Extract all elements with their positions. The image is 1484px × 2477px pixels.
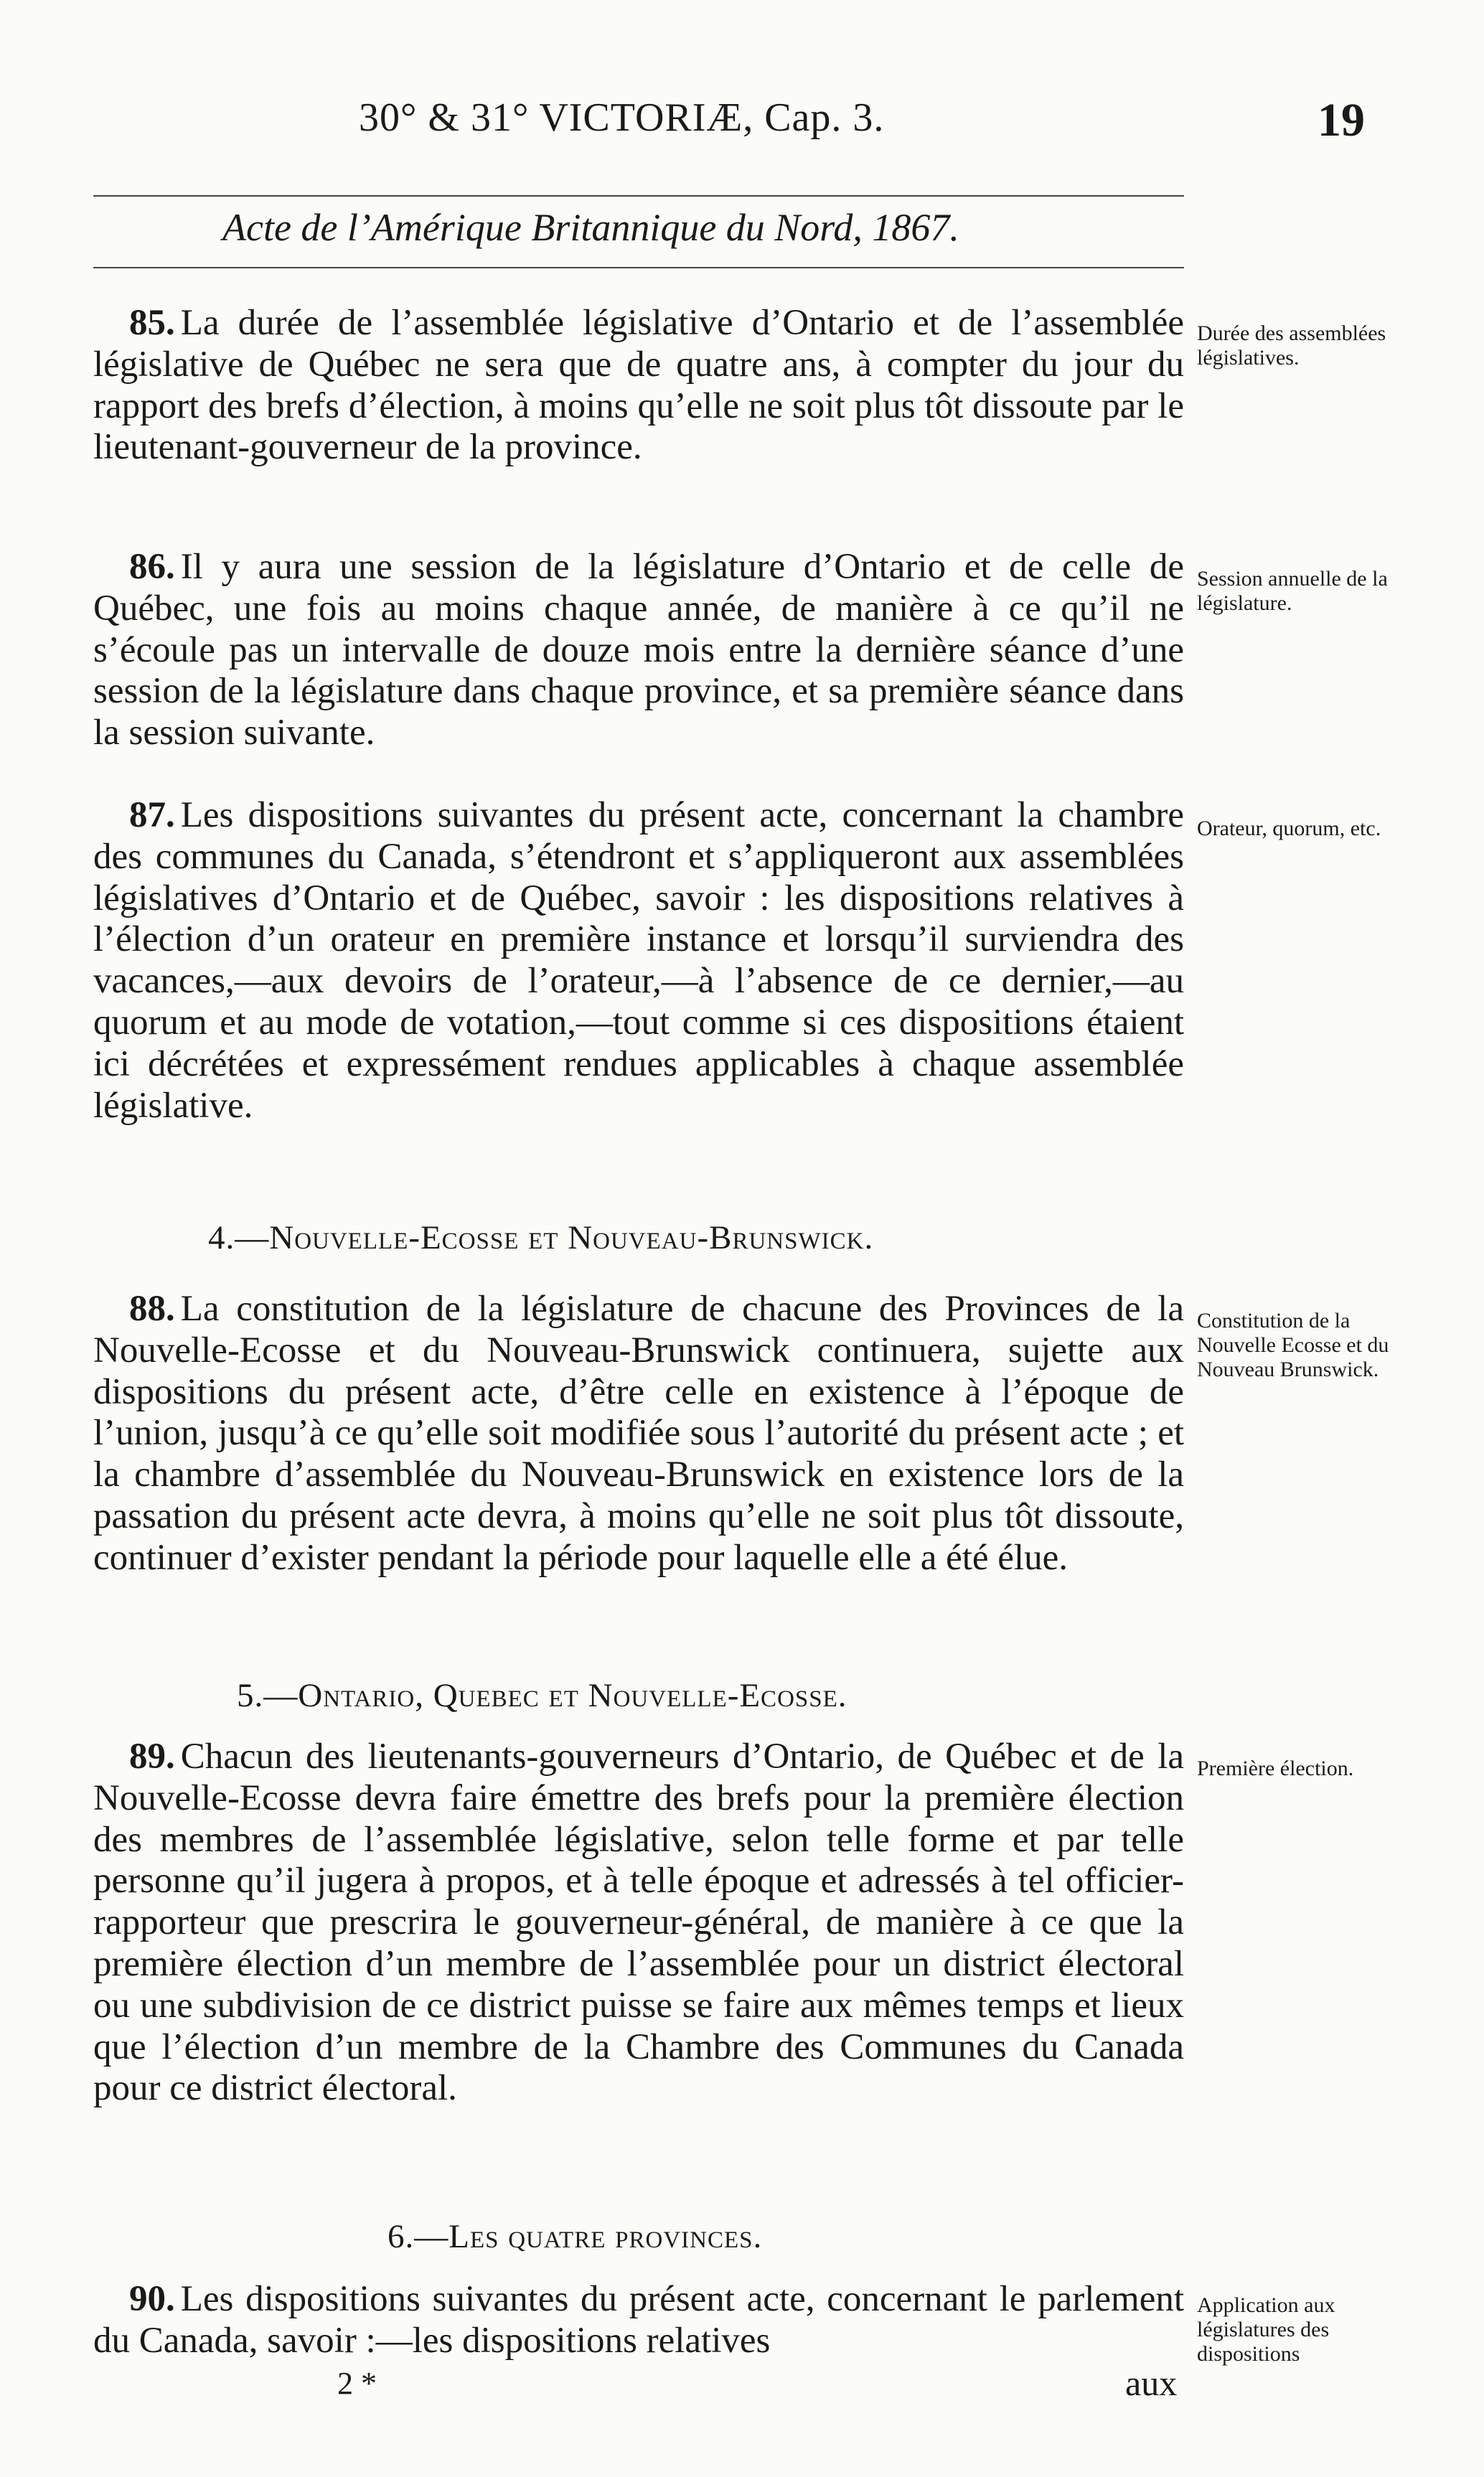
section-85 [93, 303, 1184, 469]
section-number: 89. [129, 1736, 175, 1777]
division-heading: 4.—Nouvelle-Ecosse et Nouveau-Brunswick. [208, 1219, 874, 1256]
section-number: 85. [129, 303, 175, 343]
page-number: 19 [1318, 94, 1365, 146]
division-heading: 6.—Les quatre provinces. [388, 2218, 763, 2255]
catchword: aux [1125, 2363, 1178, 2403]
marginal-note: Constitution de la Nouvelle Ecosse et du Nouveau Brunswick. [1197, 1309, 1389, 1381]
signature-mark: 2 * [337, 2366, 377, 2401]
section-number: 87. [129, 795, 175, 835]
section-text: Il y aura une session de la législature d’Ontario et de celle de Québec, une fois au moins chaque année, de manière à ce qu’il ne s’écoule pas un intervalle de douze mois entre la dernière séance d’une session de la législature dans chaque province, et sa première séance dans la session suivante. [93, 547, 1184, 753]
running-head: 30° & 31° VICTORIÆ, Cap. 3. [359, 95, 885, 140]
section-89 [93, 1736, 1184, 2110]
section-text: Les dispositions suivantes du présent acte, concernant la chambre des communes du Canada, s’étendront et s’appliqueront aux assemblées législatives d’Ontario et de Québec, savoir : les dispositions relatives à l’élection d’un orateur en première instance et lorsqu’il surviendra des vacances,—aux devoirs de l’orateur,—à l’absence de ce dernier,—au quorum et au mode de votation,—tout comme si ces dispositions étaient ici décrétées et expressément rendues applicables à chaque assemblée législative. [93, 795, 1184, 1126]
section-87 [93, 795, 1184, 1127]
section-86 [93, 547, 1184, 754]
section-90 [93, 2279, 1184, 2362]
section-88 [93, 1289, 1184, 1579]
section-text: La constitution de la législature de chacune des Provinces de la Nouvelle-Ecosse et du Nouveau-Brunswick continuera, sujette aux dispositions du présent acte, d’être celle en existence à l’époque de l’union, jusqu’à ce qu’elle soit modifiée sous l’autorité du présent acte ; et la chambre d’assemblée du Nouveau-Brunswick en existence lors de la passation du présent acte devra, à moins qu’elle ne soit plus tôt dissoute, continuer d’exister pendant la période pour laquelle elle a été élue. [93, 1289, 1184, 1578]
section-text: La durée de l’assemblée législative d’Ontario et de l’assemblée législative de Québec ne sera que de quatre ans, à compter du jour du rapport des brefs d’élection, à moins qu’elle ne soit plus tôt dissoute par le lieutenant-gouverneur de la province. [93, 303, 1184, 468]
section-number: 86. [129, 547, 175, 587]
marginal-note: Session annuelle de la législature. [1197, 567, 1388, 615]
marginal-note: Application aux législatures des dispositions [1197, 2293, 1335, 2366]
header-rule-bottom [93, 267, 1184, 268]
marginal-note: Orateur, quorum, etc. [1197, 817, 1381, 840]
marginal-note: Durée des assemblées législatives. [1197, 321, 1386, 370]
section-number: 88. [129, 1289, 175, 1329]
section-text: Chacun des lieutenants-gouverneurs d’Ontario, de Québec et de la Nouvelle-Ecosse devra faire émettre des brefs pour la première élection des membres de l’assemblée législative, selon telle forme et par telle personne qu’il jugera à propos, et à telle époque et adressés à tel officier-rapporteur que prescrira le gouverneur-général, de manière à ce que la première élection d’un membre de l’assemblée pour un district électoral ou une subdivision de ce district puisse se faire aux mêmes temps et lieux que l’élection d’un membre de la Chambre des Communes du Canada pour ce district électoral. [93, 1736, 1184, 2109]
act-title: Acte de l’Amérique Britannique du Nord, 1867. [222, 206, 959, 249]
header-rule-top [93, 195, 1184, 197]
section-text: Les dispositions suivantes du présent acte, concernant le parlement du Canada, savoir :—les dispositions relatives [93, 2279, 1184, 2361]
marginal-note: Première élection. [1197, 1757, 1354, 1780]
section-number: 90. [129, 2279, 175, 2319]
division-heading: 5.—Ontario, Quebec et Nouvelle-Ecosse. [237, 1677, 847, 1714]
